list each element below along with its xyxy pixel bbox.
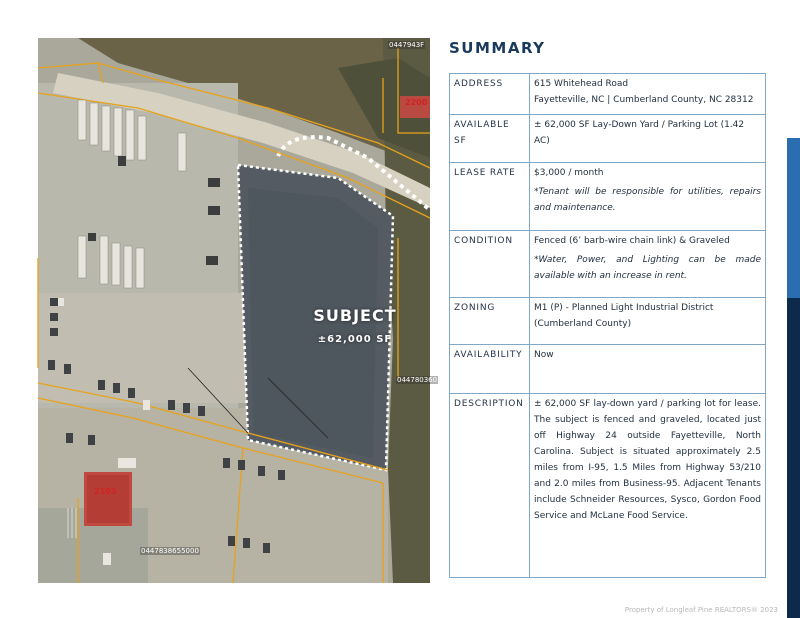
lease-rate-amount: $3,000 / month	[534, 168, 604, 178]
table-row-address	[450, 74, 766, 115]
address-label: ADDRESS	[450, 74, 530, 115]
address-value	[530, 74, 766, 115]
parcel-id-label: 0447943F	[389, 41, 425, 49]
table-row-zoning	[450, 298, 766, 345]
table-row-available-sf	[450, 115, 766, 163]
table-row-description	[450, 394, 766, 578]
summary-title: SUMMARY	[449, 39, 546, 57]
subject-sf-label: ±62,000 SF	[317, 334, 393, 345]
side-stripe-white	[787, 0, 800, 138]
footer-credit: Property of Longleaf Pine REALTORS® 2023	[624, 606, 778, 614]
zoning-value	[530, 298, 766, 345]
parcel-id-label: 044780360	[397, 376, 438, 384]
address-line2: Fayetteville, NC | Cumberland County, NC 28312	[534, 95, 754, 105]
condition-note: *Water, Power, and Lighting can be made available with an increase in rent.	[534, 255, 761, 281]
available-sf-value: ± 62,000 SF Lay-Down Yard / Parking Lot (1.42 AC)	[530, 115, 766, 163]
zoning-label: ZONING	[450, 298, 530, 345]
zoning-line1: M1 (P) - Planned Light Industrial District	[534, 303, 714, 313]
lease-rate-note: *Tenant will be responsible for utilities, repairs and maintenance.	[534, 187, 761, 213]
available-sf-label: AVAILABLE SF	[450, 115, 530, 163]
availability-value: Now	[530, 345, 766, 394]
condition-label: CONDITION	[450, 231, 530, 298]
parcel-id-label: 0447838655000	[141, 547, 199, 555]
aerial-map	[38, 38, 438, 583]
side-stripe-blue	[787, 138, 800, 298]
availability-label: AVAILABILITY	[450, 345, 530, 394]
summary-table	[449, 73, 766, 578]
description-label: DESCRIPTION	[450, 394, 530, 578]
condition-text: Fenced (6’ barb-wire chain link) & Graveled	[534, 236, 730, 246]
address-line1: 615 Whitehead Road	[534, 79, 629, 89]
table-row-condition	[450, 231, 766, 298]
side-stripe-navy	[787, 298, 800, 618]
lease-rate-value	[530, 163, 766, 231]
lease-rate-label: LEASE RATE	[450, 163, 530, 231]
zoning-line2: (Cumberland County)	[534, 319, 632, 329]
table-row-lease-rate	[450, 163, 766, 231]
description-value: ± 62,000 SF lay-down yard / parking lot for lease. The subject is fenced and graveled, located just off Highway 24 outside Fayetteville, North Carolina. Subject is situated approximately 2.5 miles from I-95, 1.5 Miles from Highway 53/210 and 2.0 miles from Business-95. Adjacent Tenants include Schneider Resources, Sysco, Gordon Food Service and McLane Food Service.	[530, 394, 766, 578]
building-number: 2200	[405, 98, 428, 107]
condition-value	[530, 231, 766, 298]
subject-label: SUBJECT	[313, 306, 397, 325]
building-number: 2103	[94, 487, 117, 496]
table-row-availability	[450, 345, 766, 394]
